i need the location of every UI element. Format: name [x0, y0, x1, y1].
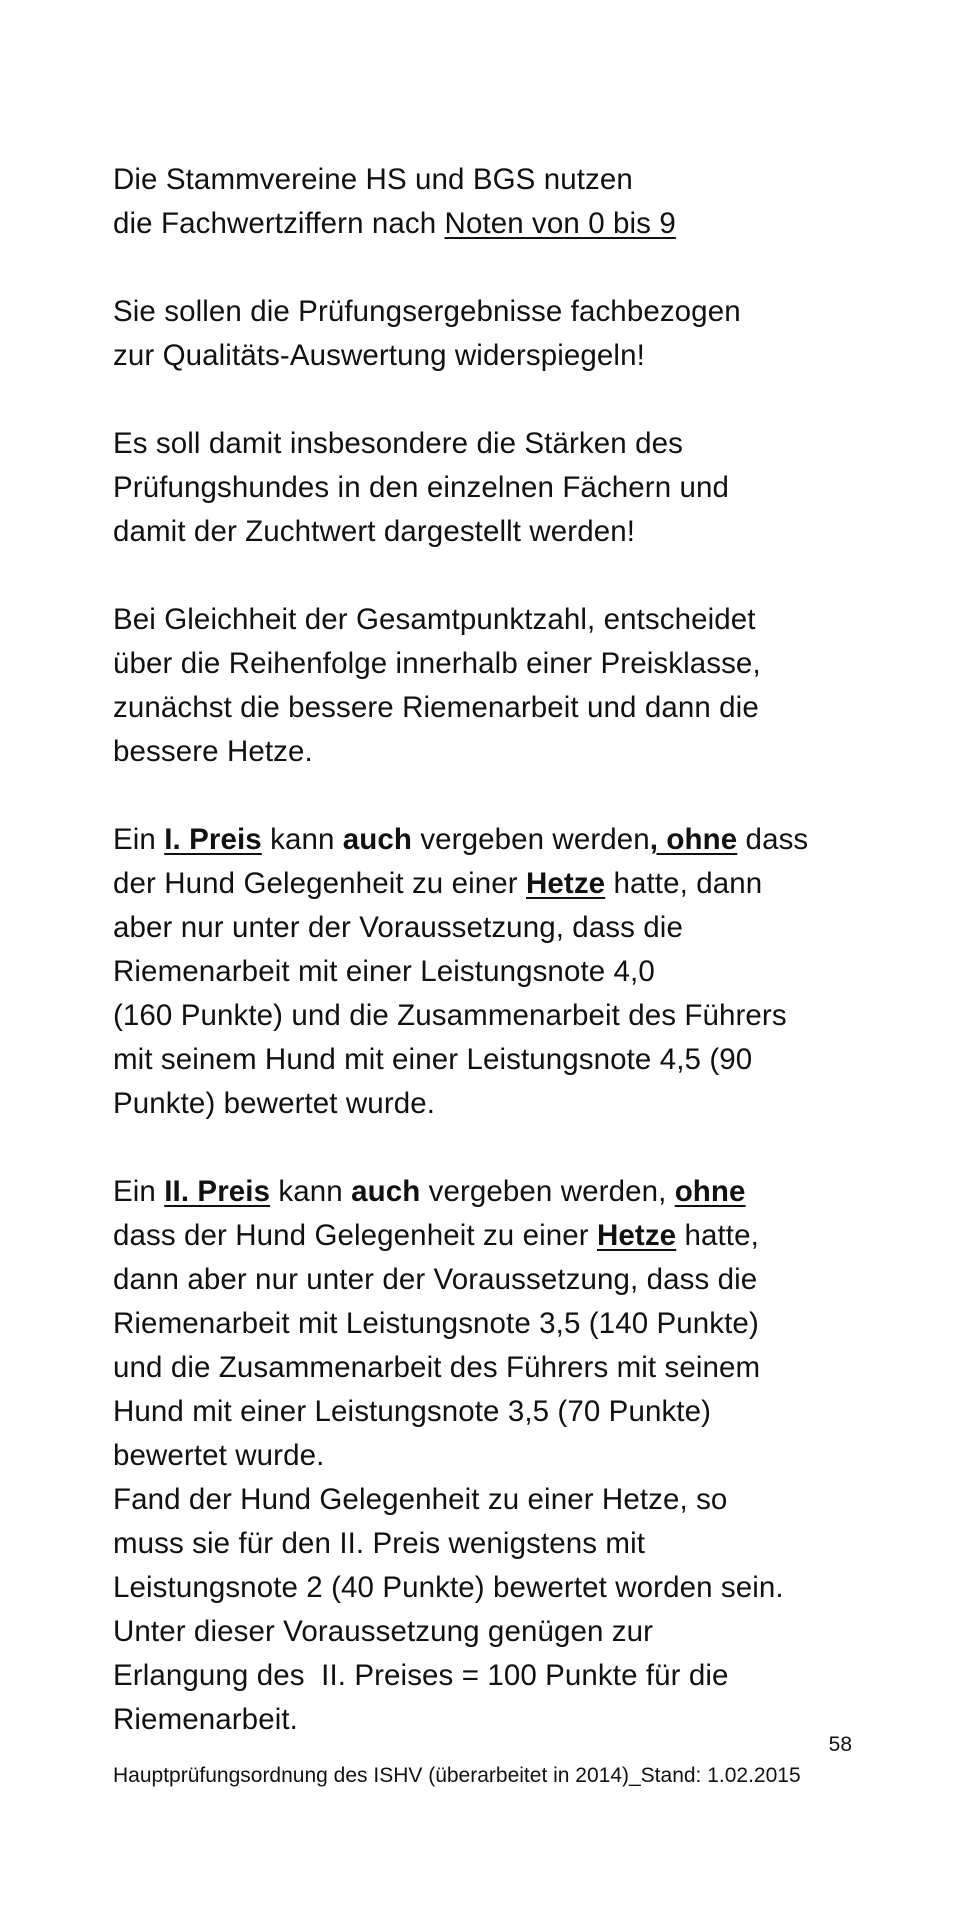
page-number: 58 [828, 1733, 852, 1756]
text-line [113, 202, 873, 246]
bold-text: auch [351, 1175, 421, 1208]
text-line: Riemenarbeit mit einer Leistungsnote 4,0 [113, 955, 655, 988]
text-line [113, 862, 873, 906]
text-line: Fand der Hund Gelegenheit zu einer Hetze, so [113, 1483, 728, 1516]
text-span: Ein [113, 823, 165, 856]
bold-underlined-text: Hetze [597, 1219, 677, 1252]
text-line: mit seinem Hund mit einer Leistungsnote 4,5 (90 [113, 1043, 753, 1076]
text-line: Erlangung des II. Preises = 100 Punkte für die [113, 1659, 729, 1692]
text-span: kann [270, 1175, 352, 1208]
paragraph-gleichheit [113, 598, 873, 774]
page-content [113, 158, 873, 1742]
text-line: Es soll damit insbesondere die Stärken des [113, 427, 683, 460]
text-line: damit der Zuchtwert dargestellt werden! [113, 515, 636, 548]
bold-underlined-text: I. Preis [164, 823, 262, 856]
text-line: Leistungsnote 2 (40 Punkte) bewertet worden sein. [113, 1571, 784, 1604]
text-line: über die Reihenfolge innerhalb einer Preisklasse, [113, 647, 761, 680]
underlined-text: Noten von 0 bis 9 [444, 207, 676, 240]
bold-underlined-text: Hetze [526, 867, 606, 900]
text-line: Bei Gleichheit der Gesamtpunktzahl, entscheidet [113, 603, 756, 636]
text-span: kann [261, 823, 343, 856]
paragraph-zweiter-preis [113, 1170, 873, 1742]
text-span: Ein [113, 1175, 165, 1208]
text-line [113, 1170, 873, 1214]
text-line: Unter dieser Voraussetzung genügen zur [113, 1615, 654, 1648]
text-span: hatte, dann [605, 867, 763, 900]
page-footer: Hauptprüfungsordnung des ISHV (überarbeitet in 2014)_Stand: 1.02.2015 [113, 1764, 801, 1787]
paragraph-noten [113, 158, 873, 246]
text-line: zur Qualitäts-Auswertung widerspiegeln! [113, 339, 645, 372]
text-line [113, 1214, 873, 1258]
text-line: Die Stammvereine HS und BGS nutzen [113, 163, 633, 196]
bold-underlined-text: , ohne [649, 823, 738, 856]
text-line [113, 818, 873, 862]
text-line: bessere Hetze. [113, 735, 313, 768]
paragraph-staerken [113, 422, 873, 554]
text-line: Riemenarbeit. [113, 1703, 298, 1736]
text-span: dass der Hund Gelegenheit zu einer [113, 1219, 597, 1252]
bold-underlined-text: II. Preis [164, 1175, 271, 1208]
text-line: Hund mit einer Leistungsnote 3,5 (70 Punkte) [113, 1395, 712, 1428]
text-line: dann aber nur unter der Voraussetzung, dass die [113, 1263, 758, 1296]
text-span: dass [737, 823, 809, 856]
text-line: bewertet wurde. [113, 1439, 325, 1472]
text-span: der Hund Gelegenheit zu einer [113, 867, 526, 900]
bold-underlined-text: ohne [674, 1175, 746, 1208]
text-line: zunächst die bessere Riemenarbeit und dann die [113, 691, 759, 724]
text-line: Sie sollen die Prüfungsergebnisse fachbezogen [113, 295, 741, 328]
text-line: und die Zusammenarbeit des Führers mit seinem [113, 1351, 761, 1384]
text-span: vergeben werden, [420, 1175, 675, 1208]
text-span: hatte, [676, 1219, 759, 1252]
paragraph-erster-preis [113, 818, 873, 1126]
text-line: Punkte) bewertet wurde. [113, 1087, 436, 1120]
text-line: Prüfungshundes in den einzelnen Fächern und [113, 471, 730, 504]
text-span: vergeben werden [412, 823, 650, 856]
text-line: muss sie für den II. Preis wenigstens mit [113, 1527, 646, 1560]
paragraph-pruefungsergebnisse [113, 290, 873, 378]
bold-text: auch [342, 823, 413, 856]
text-line: Riemenarbeit mit Leistungsnote 3,5 (140 Punkte) [113, 1307, 759, 1340]
text-line: (160 Punkte) und die Zusammenarbeit des Führers [113, 999, 787, 1032]
text-line: aber nur unter der Voraussetzung, dass die [113, 911, 683, 944]
text-span: die Fachwertziffern nach [113, 207, 445, 240]
